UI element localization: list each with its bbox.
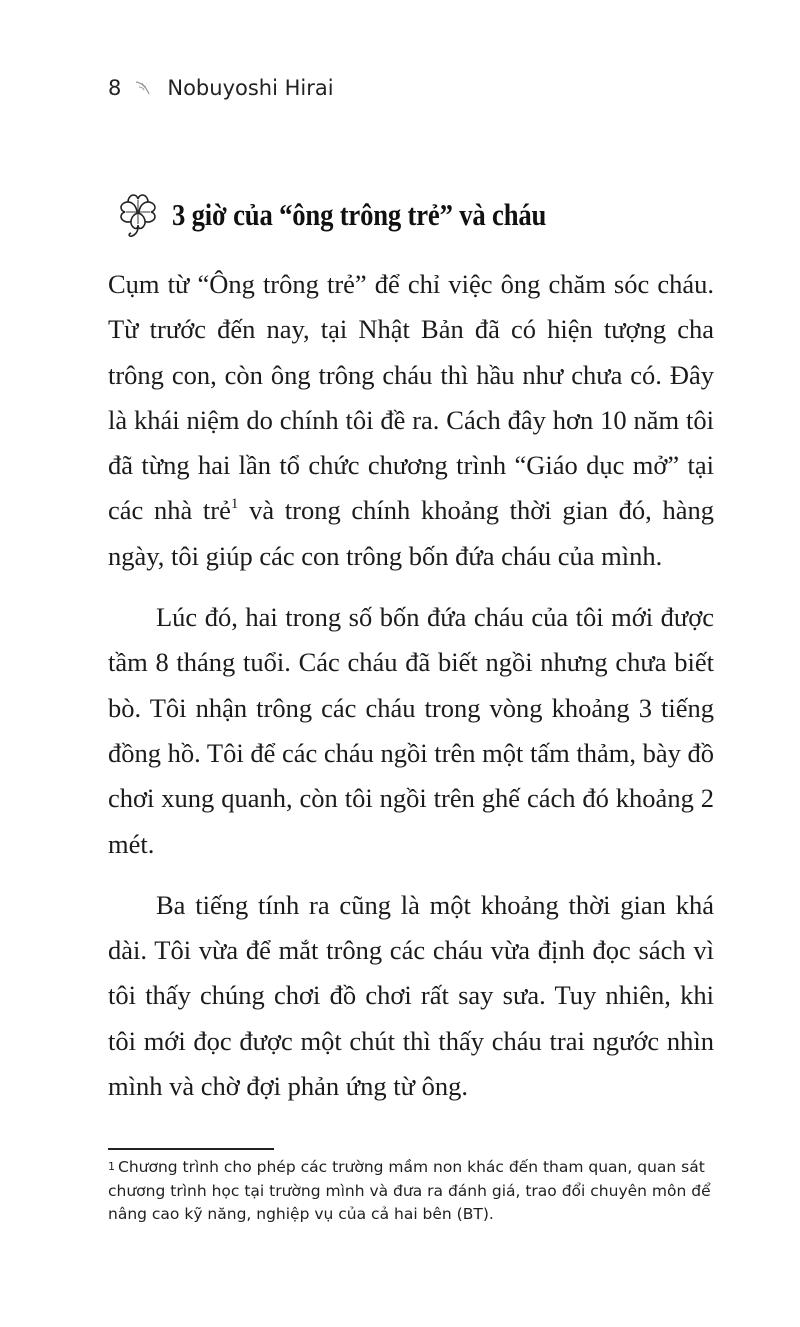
paragraph-3: Ba tiếng tính ra cũng là một khoảng thời gian khá dài. Tôi vừa để mắt trông các cháu vừa định đọc sách vì tôi thấy chúng chơi đồ chơi rất say sưa. Tuy nhiên, khi tôi mới đọc được một chút thì thấy cháu trai ngước nhìn mình và chờ đợi phản ứng từ ông. [108,889,714,1102]
paragraph-1-text-a: Cụm từ “Ông trông trẻ” để chỉ việc ông chăm sóc cháu. Từ trước đến nay, tại Nhật Bản đã có hiện tượng cha trông con, còn ông trông cháu thì hầu như chưa có. Đây là khái niệm do chính tôi đề ra. Cách đây hơn 10 năm tôi đã từng hai lần tổ chức chương trình “Giáo dục mở” tại các nhà trẻ [108,269,714,526]
chapter-heading [116,190,607,240]
paragraph-1 [108,262,714,579]
page-number: 8 [108,76,122,100]
footnote-reference[interactable]: 1 [230,496,239,513]
clover-icon [116,190,160,240]
footnote-mark: 1 [108,1160,115,1173]
paragraph-2: Lúc đó, hai trong số bốn đứa cháu của tôi mới được tầm 8 tháng tuổi. Các cháu đã biết ngồi nhưng chưa biết bò. Tôi nhận trông các cháu trong vòng khoảng 3 tiếng đồng hồ. Tôi để các cháu ngồi trên một tấm thảm, bày đồ chơi xung quanh, còn tôi ngồi trên ghế cách đó khoảng 2 mét. [108,602,714,859]
footnote-text: Chương trình cho phép các trường mầm non khác đến tham quan, quan sát chương trình học tại trường mình và đưa ra đánh giá, trao đổi chuyên môn để nâng cao kỹ năng, nghiệp vụ của cả hai bên (BT). [108,1158,711,1223]
chapter-title: 3 giờ của “ông trông trẻ” và cháu [172,197,547,232]
running-header [108,76,334,100]
footnote-divider [108,1148,274,1150]
footnote [108,1156,718,1227]
leaf-ornament-icon [133,78,153,98]
author-name: Nobuyoshi Hirai [167,76,334,100]
body-text [108,262,714,1109]
paragraph-1-text-b: và trong chính khoảng thời gian đó, hàng ngày, tôi giúp các con trông bốn đứa cháu của mình. [108,495,715,571]
